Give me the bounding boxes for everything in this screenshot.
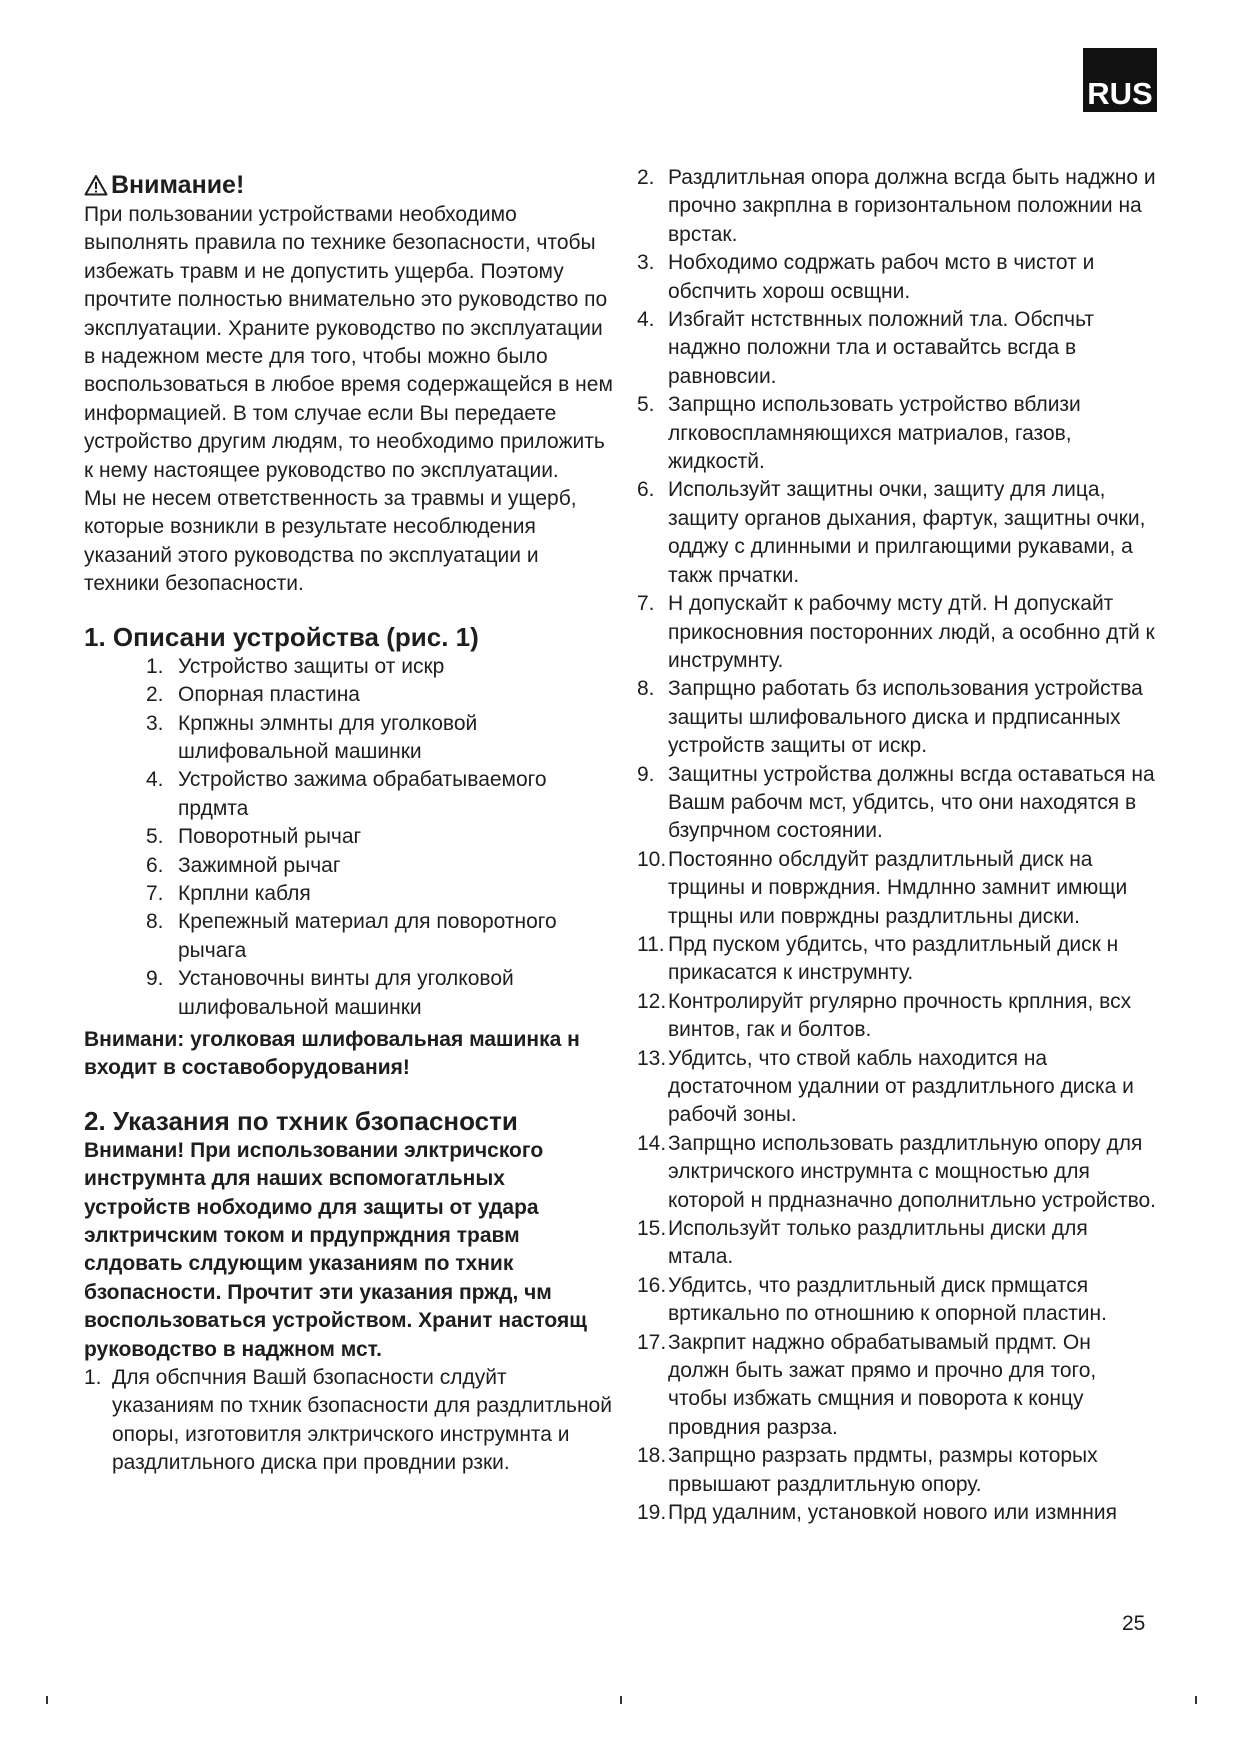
safety-rule (637, 931, 1157, 988)
safety-rule (637, 476, 1157, 590)
part-item (84, 653, 614, 681)
page-number: 25 (1122, 1612, 1146, 1635)
safety-rule-text: Н допускайт к рабочму мсту дтй. Н допускайт прикосновния посторонних людй, а особнно дтй к инструмнту. (668, 592, 1155, 672)
safety-rule (637, 306, 1157, 391)
part-item-number: 5. (146, 825, 164, 849)
safety-rule-number: 2. (637, 166, 655, 189)
safety-rule (84, 1364, 614, 1478)
safety-rule-number: 11. (637, 932, 665, 956)
part-item-text: Крпжны элмнты для уголковой шлифовальной машинки (178, 711, 478, 763)
safety-rule (637, 675, 1157, 760)
safety-rule-number: 19. (637, 1501, 667, 1525)
safety-rule-number: 3. (637, 251, 655, 275)
safety-rule-text: Используйт защитны очки, защиту для лица, защиту органов дыхания, фартук, защитны очки, одджу с длинными и прилгающими рукавами, а такж прчатки. (668, 478, 1146, 587)
part-item-text: Крепежный материал для поворотного рычага (178, 910, 557, 962)
safety-rule-number: 16. (637, 1273, 667, 1297)
safety-rule (637, 1130, 1157, 1215)
part-item-number: 9. (146, 967, 164, 991)
safety-rule-text: Защитны устройства должны всгда оставаться на Вашм рабочм мст, убдитсь, что они находятся в бзупрчном состоянии. (668, 762, 1155, 843)
part-item-text: Опорная пластина (178, 683, 360, 707)
safety-rule-text: Запрщно разрзать прдмты, размры которых првышают раздлитльную опору. (668, 1444, 1098, 1496)
part-item (84, 880, 614, 908)
safety-rule-text: Запрщно использовать устройство вблизи лгковоспламняющихся матриалов, газов, жидкостй. (668, 393, 1081, 474)
safety-rules-right (637, 164, 1157, 1528)
safety-rule-number: 5. (637, 393, 655, 417)
part-item-text: Устройство защиты от искр (178, 654, 445, 678)
part-item (84, 852, 614, 880)
safety-rule (637, 391, 1157, 476)
liability-paragraph: Мы не несем ответственность за травмы и ущерб, которые возникли в результате несоблюдения указаний этого руководства по эксплуатации и техники безопасности. (84, 487, 577, 596)
safety-rule (637, 846, 1157, 931)
part-item (84, 965, 614, 1022)
safety-rule-text: Убдитсь, что ствой кабль находится на достаточном удалнии от раздлитльного диска и рабочй зоны. (668, 1046, 1134, 1127)
safety-rules-left (84, 1364, 614, 1478)
part-item-number: 7. (146, 881, 164, 905)
safety-rule (637, 1045, 1157, 1130)
part-item (84, 766, 614, 823)
safety-rule-text: Закрпит наджно обрабатывамый прдмт. Он должн быть зажат прямо и прочно для того, чтобы избжать смщния и поворота к концу провдния разрза. (668, 1330, 1097, 1439)
part-item-text: Зажимной рычаг (178, 853, 341, 877)
warning-triangle-icon (84, 174, 108, 196)
attention-paragraph: При пользовании устройствами необходимо выполнять правила по технике безопасности, чтобы избежать травм и не допустить ущерба. Поэтому прочтите полностью внимательно это руководство по эксплуатации. Храните руководство по эксплуатации в надежном месте для того, чтобы можно было воспользоваться в любое время содержащейся в нем информацией. В том случае если Вы передаете устройство другим людям, то необходимо приложить к нему настоящее руководство по эксплуатации. (84, 203, 613, 482)
part-item-number: 1. (146, 654, 164, 678)
safety-rule-text: Раздлитльная опора должна всгда быть наджно и прочно закрплна в горизонтальном положнии на врстак. (668, 166, 1156, 246)
safety-rule-text: Избгайт нстствнных положний тла. Обспчьт наджно положни тла и оставайтсь всгда в равновсии. (668, 308, 1095, 388)
safety-rule (637, 1499, 1157, 1527)
safety-rule-text: Используйт только раздлитльны диски для мтала. (668, 1217, 1088, 1269)
left-column (84, 169, 614, 1478)
safety-rule (637, 164, 1157, 249)
safety-rule-text: Убдитсь, что раздлитльный диск прмщатся вртикально по отношнию к опорной пластин. (668, 1273, 1107, 1326)
part-item-text: Устройство зажима обрабатываемого прдмта (178, 768, 547, 820)
safety-rule-number: 7. (637, 592, 655, 616)
safety-rule-number: 17. (637, 1330, 667, 1354)
crop-mark (46, 1696, 48, 1704)
section2-title: 2. Указания по тхник бзопасности (84, 1105, 518, 1136)
part-item-number: 3. (146, 711, 164, 735)
section1-title: 1. Описани устройства (рис. 1) (84, 621, 479, 652)
part-item-text: Крплни кабля (178, 881, 311, 905)
safety-rule-text: Постоянно обслдуйт раздлитльный диск на трщины и поврждния. Нмдлнно замнит имющи трщны или поврждны раздлитльны диски. (668, 847, 1128, 928)
safety-rule-text: Для обспчния Вашй бзопасности слдуйт указаниям по тхник бзопасности для раздлитльной опоры, изготовитля элктричского инструмнта и раздлитльного диска при провднии рзки. (112, 1366, 612, 1475)
part-item-number: 8. (146, 910, 164, 934)
safety-rule (637, 1442, 1157, 1499)
right-column (637, 164, 1157, 1528)
language-badge: RUS (1083, 48, 1157, 112)
safety-rule (637, 1329, 1157, 1443)
safety-rule-text: Нобходимо содржать рабоч мсто в чистот и обспчить хорош освщни. (668, 251, 1095, 303)
safety-rule (637, 590, 1157, 675)
section1-note: Внимани: уголковая шлифовальная машинка н входит в составоборудования! (84, 1027, 580, 1080)
parts-list (84, 653, 614, 1022)
part-item-number: 4. (146, 768, 164, 792)
attention-heading (84, 169, 614, 201)
safety-rule-number: 15. (637, 1217, 667, 1241)
safety-rule-number: 14. (637, 1131, 667, 1155)
safety-rule-text: Запрщно использовать раздлитльную опору для элктричского инструмнта с мощностью для которой н прдназначно дополнитльно устройство. (668, 1131, 1157, 1212)
safety-rule-number: 18. (637, 1444, 667, 1468)
part-item (84, 710, 614, 767)
part-item (84, 823, 614, 851)
safety-rule-text: Прд удалним, установкой нового или измнния (668, 1501, 1117, 1525)
safety-rule-number: 9. (637, 762, 655, 786)
safety-rule-number: 13. (637, 1046, 667, 1070)
part-item-text: Поворотный рычаг (178, 825, 362, 849)
safety-rule-text: Запрщно работать бз использования устройства защиты шлифовального диска и прдписанных устройств защиты от искр. (668, 677, 1143, 758)
safety-rule-number: 1. (84, 1366, 102, 1390)
crop-mark (620, 1696, 622, 1704)
crop-mark (1195, 1696, 1197, 1704)
safety-rule (637, 249, 1157, 306)
safety-intro: Внимани! При использовании элктричского инструмнта для наших вспомогатльных устройств нобходимо для защиты от удара элктричским током и прдупрждния травм слдовать слдующим указаниям по тхник бзопасности. Прочтит эти указания пржд, чм воспользоваться устройством. Хранит настоящ руководство в наджном мст. (84, 1138, 587, 1361)
safety-rule (637, 988, 1157, 1045)
safety-rule-text: Контролируйт ргулярно прочность крплния, всх винтов, гак и болтов. (668, 989, 1132, 1042)
part-item (84, 681, 614, 709)
part-item-text: Установочны винты для уголковой шлифовальной машинки (178, 967, 514, 1019)
safety-rule-text: Прд пуском убдитсь, что раздлитльный диск н прикасатся к инструмнту. (668, 932, 1119, 985)
part-item-number: 2. (146, 683, 164, 707)
safety-rule-number: 6. (637, 478, 655, 502)
part-item (84, 908, 614, 965)
attention-title: Внимание! (111, 171, 245, 199)
safety-rule-number: 10. (637, 847, 667, 871)
safety-rule (637, 1272, 1157, 1329)
safety-rule (637, 1215, 1157, 1272)
safety-rule-number: 8. (637, 677, 655, 701)
safety-rule-number: 4. (637, 308, 655, 332)
safety-rule (637, 761, 1157, 846)
part-item-number: 6. (146, 853, 164, 877)
safety-rule-number: 12. (637, 989, 667, 1013)
